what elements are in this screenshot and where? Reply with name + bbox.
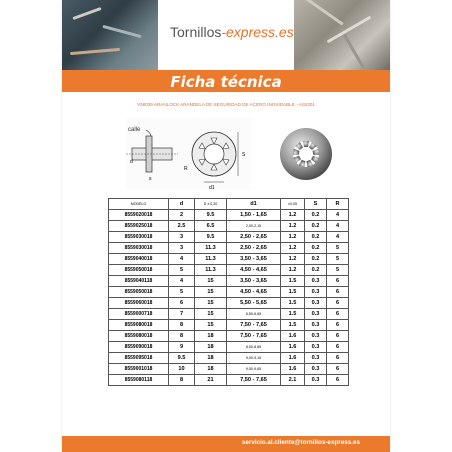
table-cell: 0.3 xyxy=(305,364,327,375)
table-cell: 8 xyxy=(169,331,195,342)
table-cell: 1.5 xyxy=(281,287,305,298)
table-cell: 0.3 xyxy=(305,320,327,331)
table-cell: 0.3 xyxy=(305,298,327,309)
header-model: MODELO xyxy=(109,199,169,210)
table-row xyxy=(109,353,349,364)
table-cell: 0.3 xyxy=(305,353,327,364)
table-cell: 0.3 xyxy=(305,375,327,386)
table-cell: 2,50 - 2,65 xyxy=(227,232,281,243)
header-tolerance: ±0,05 xyxy=(281,199,305,210)
table-cell: 3,50 - 3,65 xyxy=(227,276,281,287)
table-header-row xyxy=(109,199,349,210)
header-d: d xyxy=(169,199,195,210)
table-cell: 9.5 xyxy=(169,353,195,364)
table-cell: 1.6 xyxy=(281,342,305,353)
header-R: R xyxy=(327,199,349,210)
table-cell: 6 xyxy=(327,364,349,375)
header-photo-screws xyxy=(294,0,390,70)
table-cell: 15 xyxy=(195,298,227,309)
table-cell: 15 xyxy=(195,309,227,320)
table-cell: 15 xyxy=(195,276,227,287)
table-cell: 8559060018 xyxy=(109,298,169,309)
table-row xyxy=(109,298,349,309)
table-cell: 4 xyxy=(327,210,349,221)
document-page xyxy=(62,0,390,452)
product-photo xyxy=(277,125,335,183)
table-cell: 0.2 xyxy=(305,243,327,254)
table-cell: 7,50 - 7,65 xyxy=(227,331,281,342)
table-cell: 1.5 xyxy=(281,298,305,309)
table-cell: 8559080118 xyxy=(109,375,169,386)
table-cell: 8559095018 xyxy=(109,353,169,364)
table-cell: 6 xyxy=(327,331,349,342)
table-cell: 1.5 xyxy=(281,309,305,320)
table-cell: 6 xyxy=(327,375,349,386)
header-S: S xyxy=(305,199,327,210)
table-row xyxy=(109,364,349,375)
table-cell: 5 xyxy=(169,265,195,276)
label-calle: calle xyxy=(128,127,141,133)
table-row xyxy=(109,221,349,232)
table-cell: 6.5 xyxy=(195,221,227,232)
table-cell: 4 xyxy=(327,232,349,243)
table-cell: 1.5 xyxy=(281,320,305,331)
table-cell: 7 xyxy=(169,309,195,320)
table-cell: 8559025018 xyxy=(109,221,169,232)
table-cell: 1.6 xyxy=(281,364,305,375)
table-cell: 6 xyxy=(327,276,349,287)
title-banner xyxy=(62,70,390,92)
table-cell: 0.3 xyxy=(305,276,327,287)
banner-title: Ficha técnica xyxy=(170,73,282,91)
table-row xyxy=(109,331,349,342)
table-cell: 3 xyxy=(169,232,195,243)
table-row xyxy=(109,276,349,287)
footer-email: servicio.al.cliente@tornillos-express.es xyxy=(241,439,360,446)
table-cell: 4 xyxy=(169,254,195,265)
table-cell: 0.3 xyxy=(305,287,327,298)
table-cell: 2.5 xyxy=(169,221,195,232)
table-cell: 15 xyxy=(195,287,227,298)
table-cell: 1.6 xyxy=(281,331,305,342)
specifications-table xyxy=(108,198,349,386)
table-cell: 2 xyxy=(169,210,195,221)
table-cell: 18 xyxy=(195,353,227,364)
table-cell: 5 xyxy=(169,287,195,298)
table-row xyxy=(109,309,349,320)
table-cell: 8,50-8,65 xyxy=(227,342,281,353)
table-cell: 10 xyxy=(169,364,195,375)
table-cell: 8559040118 xyxy=(109,276,169,287)
table-row xyxy=(109,254,349,265)
table-cell: 1.2 xyxy=(281,221,305,232)
table-cell: 0.2 xyxy=(305,210,327,221)
label-d1: d1 xyxy=(209,185,215,190)
table-cell: 8559090018 xyxy=(109,342,169,353)
table-cell: 0.3 xyxy=(305,331,327,342)
product-subtitle: V58039 ARANLOCK ARANDELA DE SEGURIDAD DE ACERO INOXIDABLE - AISI301 xyxy=(137,102,315,107)
table-cell: 21 xyxy=(195,375,227,386)
table-cell: 3 xyxy=(169,243,195,254)
table-cell: 4,50 - 4,65 xyxy=(227,287,281,298)
table-cell: 5 xyxy=(327,243,349,254)
label-R: R xyxy=(184,166,188,172)
table-row xyxy=(109,287,349,298)
table-cell: 0.2 xyxy=(305,265,327,276)
table-cell: 11.3 xyxy=(195,243,227,254)
table-cell: 8559001018 xyxy=(109,364,169,375)
table-row xyxy=(109,265,349,276)
table-row xyxy=(109,342,349,353)
table-cell: 6 xyxy=(169,298,195,309)
table-cell: 4 xyxy=(327,221,349,232)
table-cell: 4,50 - 4,65 xyxy=(227,265,281,276)
table-cell: 0.2 xyxy=(305,221,327,232)
table-cell: 8559080018 xyxy=(109,320,169,331)
table-cell: 7,50 - 7,65 xyxy=(227,375,281,386)
washer-front-view xyxy=(192,132,236,176)
table-cell: 6 xyxy=(327,287,349,298)
table-cell: 9.5 xyxy=(195,210,227,221)
table-cell: 18 xyxy=(195,331,227,342)
table-cell: 0.2 xyxy=(305,254,327,265)
table-cell: 0.2 xyxy=(305,232,327,243)
table-cell: 9 xyxy=(169,342,195,353)
footer-bar xyxy=(62,436,390,452)
table-cell: 6 xyxy=(327,342,349,353)
table-row xyxy=(109,232,349,243)
table-cell: 1,50 - 1,65 xyxy=(227,210,281,221)
table-cell: 3,50 - 3,65 xyxy=(227,254,281,265)
table-cell: 18 xyxy=(195,342,227,353)
table-cell: 0.3 xyxy=(305,309,327,320)
table-cell: 6 xyxy=(327,320,349,331)
label-s: s xyxy=(149,176,152,182)
table-cell: 11.3 xyxy=(195,254,227,265)
table-cell: 2.1 xyxy=(281,375,305,386)
table-cell: 5 xyxy=(327,265,349,276)
table-cell: 4 xyxy=(169,276,195,287)
table-cell: 0.3 xyxy=(305,342,327,353)
table-body xyxy=(109,210,349,386)
header-D: D ± 0,20 xyxy=(195,199,227,210)
table-row xyxy=(109,243,349,254)
brand-logo-area xyxy=(158,0,294,70)
table-cell: 6,50-6,65 xyxy=(227,309,281,320)
table-cell: 8559050018 xyxy=(109,287,169,298)
table-cell: 8559030018 xyxy=(109,232,169,243)
table-cell: 9,50-9,65 xyxy=(227,364,281,375)
table-cell: 1.2 xyxy=(281,243,305,254)
table-cell: 5 xyxy=(327,254,349,265)
table-cell: 2,00-2,15 xyxy=(227,221,281,232)
table-cell: 8559050018 xyxy=(109,265,169,276)
table-cell: 8559040018 xyxy=(109,254,169,265)
table-cell: 9.5 xyxy=(195,232,227,243)
label-d: d xyxy=(130,159,133,165)
table-cell: 1.2 xyxy=(281,210,305,221)
technical-drawing xyxy=(106,118,276,190)
table-cell: 15 xyxy=(195,320,227,331)
table-cell: 1.2 xyxy=(281,254,305,265)
table-cell: 8559000718 xyxy=(109,309,169,320)
header-photo-tools xyxy=(62,0,158,70)
header-d1: d1 xyxy=(227,199,281,210)
table-cell: 7,50 - 7,65 xyxy=(227,320,281,331)
table-cell: 8559030018 xyxy=(109,243,169,254)
table-cell: 18 xyxy=(195,364,227,375)
table-cell: 1.5 xyxy=(281,276,305,287)
table-cell: 6 xyxy=(327,309,349,320)
table-row xyxy=(109,375,349,386)
table-cell: 6 xyxy=(327,298,349,309)
table-cell: 1.2 xyxy=(281,232,305,243)
table-cell: 1.6 xyxy=(281,353,305,364)
table-row xyxy=(109,210,349,221)
table-cell: 6 xyxy=(327,353,349,364)
label-S: S xyxy=(242,152,246,158)
brand-logo: Tornillos-express.es xyxy=(170,24,294,40)
table-cell: 8 xyxy=(169,320,195,331)
table-cell: 11.3 xyxy=(195,265,227,276)
table-cell: 1.2 xyxy=(281,265,305,276)
table-cell: 9,00-9,15 xyxy=(227,353,281,364)
table-cell: 5,50 - 5,65 xyxy=(227,298,281,309)
table-row xyxy=(109,320,349,331)
table-cell: 8559080018 xyxy=(109,331,169,342)
table-cell: 2,50 - 2,65 xyxy=(227,243,281,254)
table-cell: 8 xyxy=(169,375,195,386)
table-cell: 8559020018 xyxy=(109,210,169,221)
